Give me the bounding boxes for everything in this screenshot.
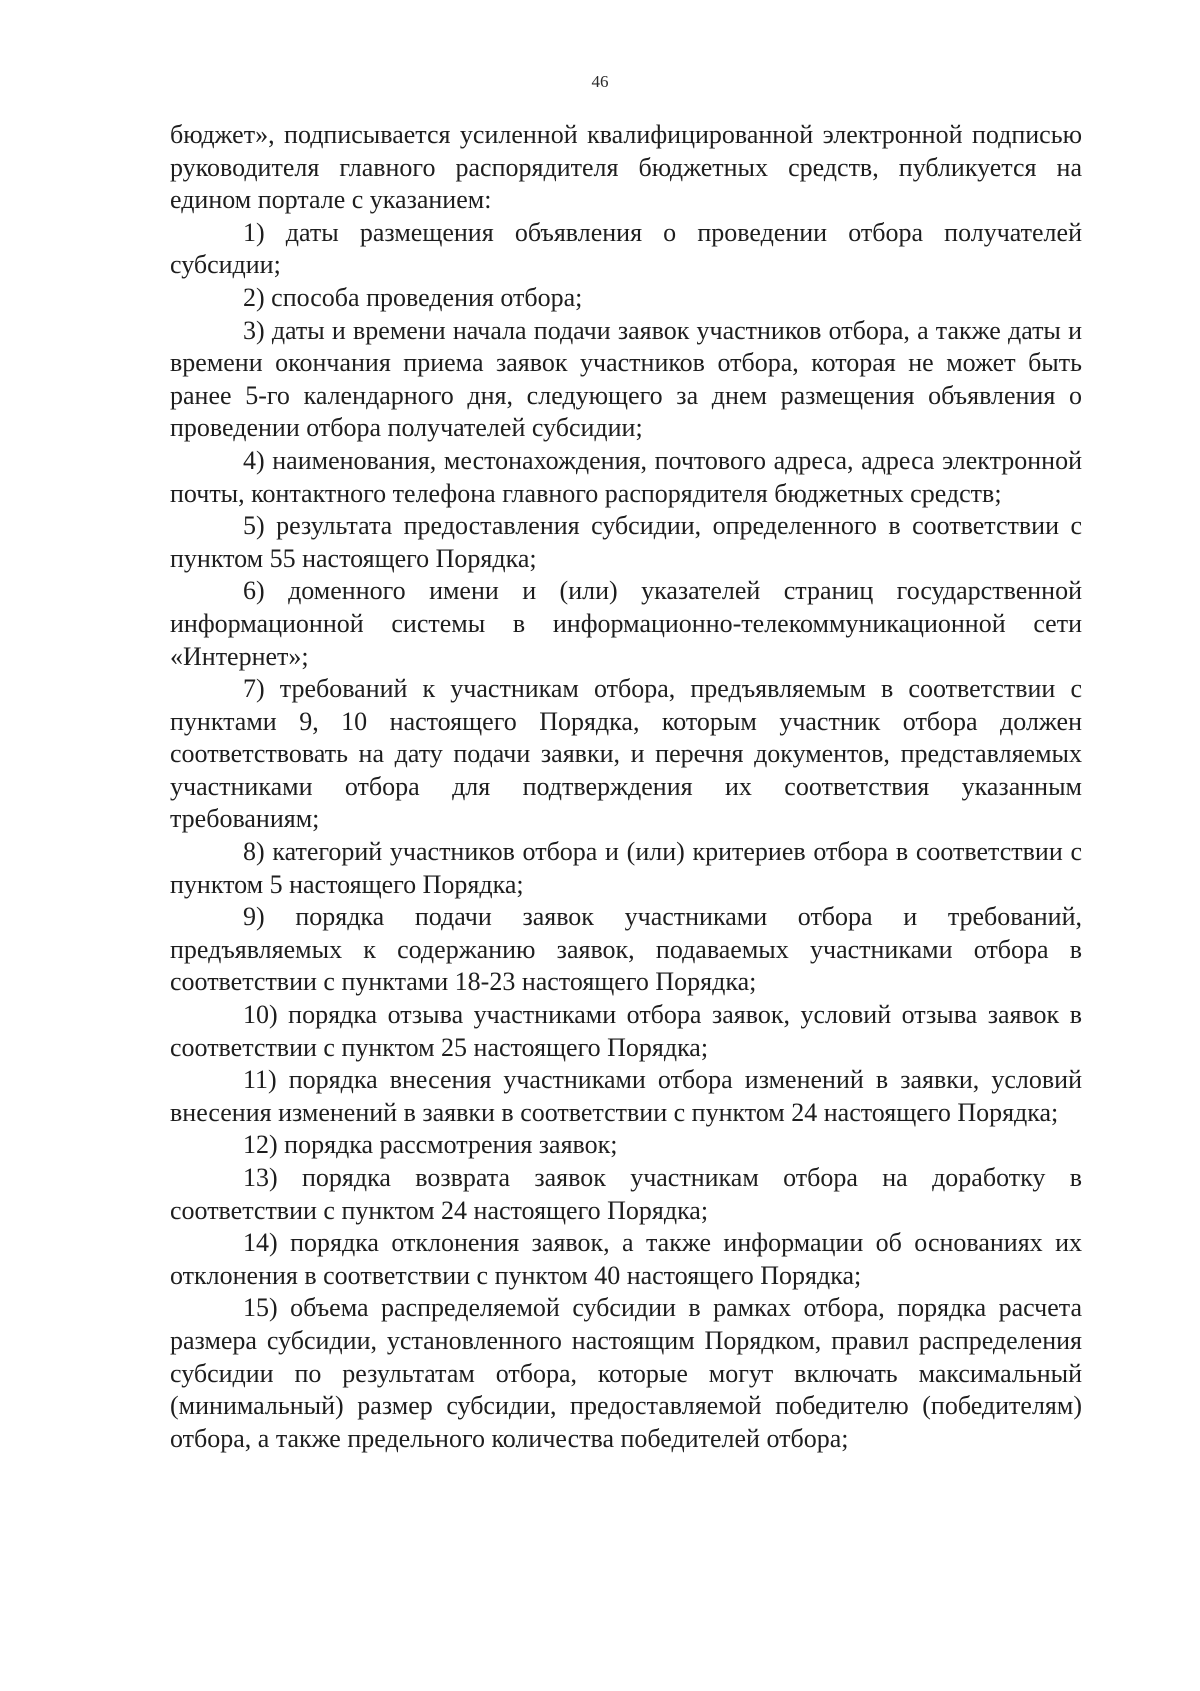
- list-item-6: 6) доменного имени и (или) указателей страниц государственной информационной системы в информационно-телекоммуникационной сети «Интернет»;: [170, 576, 1082, 671]
- document-body: [170, 119, 1082, 1455]
- list-item-4: 4) наименования, местонахождения, почтового адреса, адреса электронной почты, контактного телефона главного распорядителя бюджетных средств;: [170, 445, 1082, 508]
- list-item-8: 8) категорий участников отбора и (или) критериев отбора в соответствии с пунктом 5 настоящего Порядка;: [170, 837, 1082, 899]
- list-item-2: 2) способа проведения отбора;: [243, 282, 583, 312]
- paragraph-intro: бюджет», подписывается усиленной квалифицированной электронной подписью руководителя главного распорядителя бюджетных средств, публикуется на едином портале с указанием:: [170, 120, 1082, 215]
- list-item-10: 10) порядка отзыва участниками отбора заявок, условий отзыва заявок в соответствии с пунктом 25 настоящего Порядка;: [170, 1000, 1082, 1062]
- list-item-3: 3) даты и времени начала подачи заявок участников отбора, а также даты и времени окончания приема заявок участников отбора, которая не может быть ранее 5-го календарного дня, следующего за днем размещения объявления о проведении отбора получателей субсидии;: [170, 315, 1082, 443]
- list-item-13: 13) порядка возврата заявок участникам отбора на доработку в соответствии с пунктом 24 настоящего Порядка;: [170, 1163, 1082, 1225]
- list-item-5: 5) результата предоставления субсидии, определенного в соответствии с пунктом 55 настоящего Порядка;: [170, 511, 1082, 573]
- list-item-12: 12) порядка рассмотрения заявок;: [243, 1130, 618, 1160]
- list-item-1: 1) даты размещения объявления о проведении отбора получателей субсидии;: [170, 217, 1082, 280]
- list-item-9: 9) порядка подачи заявок участниками отбора и требований, предъявляемых к содержанию заявок, подаваемых участниками отбора в соответствии с пунктами 18-23 настоящего Порядка;: [170, 902, 1082, 997]
- list-item-14: 14) порядка отклонения заявок, а также информации об основаниях их отклонения в соответствии с пунктом 40 настоящего Порядка;: [170, 1228, 1082, 1290]
- page-number: 46: [591, 72, 609, 91]
- list-item-7: 7) требований к участникам отбора, предъявляемым в соответствии с пунктами 9, 10 настоящего Порядка, которым участник отбора должен соответствовать на дату подачи заявки, и перечня документов, представляемых участниками отбора для подтверждения их соответствия указанным требованиям;: [170, 674, 1082, 834]
- list-item-11: 11) порядка внесения участниками отбора изменений в заявки, условий внесения изменений в заявки в соответствии с пунктом 24 настоящего Порядка;: [170, 1065, 1082, 1127]
- list-item-15: 15) объема распределяемой субсидии в рамках отбора, порядка расчета размера субсидии, установленного настоящим Порядком, правил распределения субсидии по результатам отбора, которые могут включать максимальный (минимальный) размер субсидии, предоставляемой победителю (победителям) отбора, а также предельного количества победителей отбора;: [170, 1293, 1082, 1453]
